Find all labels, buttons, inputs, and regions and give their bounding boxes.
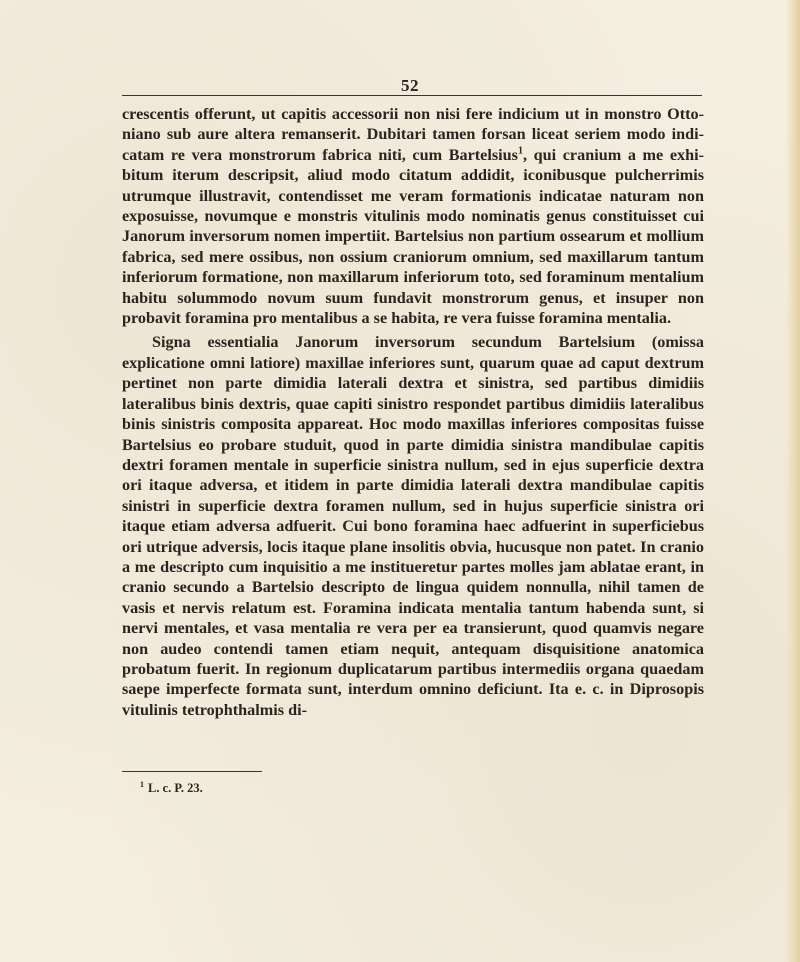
paragraph-1-text-end: , qui cranium a me exhibitum iterum descripsit, aliud modo citatum addidit, iconibusque pulcherrimis utrumque illustravit, contendisset me veram formationis indicatae naturam non exposuisse, novumque e monstris vitulinis modo nominatis genus constituisset cui Janorum inversorum nomen impertiit. Bartelsius non partium ossearum et mollium fabrica, sed mere ossibus, non ossium craniorum omnium, sed maxillarum tantum inferiorum formatione, non maxillarum inferiorum toto, sed foraminum mentalium habitu solummodo novum suum fundavit monstrorum genus, et insuper non probavit foramina pro mentalibus a se habita, re vera fuisse foramina mentalia. [122, 145, 704, 328]
header-rule [122, 95, 702, 96]
footnote [140, 781, 203, 796]
footnote-reference[interactable]: 1 [517, 145, 523, 157]
paragraph-2: Signa essentialia Janorum inversorum secundum Bartelsium (omissa explicatione omni latiore) maxillae inferiores sunt, quarum quae ad caput dextrum pertinet non parte dimidia laterali dextra et sinistra, sed partibus dimidiis lateralibus binis dextris, quae capiti sinistro respondet partibus dimidiis lateralibus binis sinistris composita appareat. Hoc modo maxillas inferiores compositas fuisse Bartelsius eo probare studuit, quod in parte dimidia sinistra mandibulae capitis dextri foramen mentale in superficie sinistra nullum, sed in ejus superficie dextra ori itaque adversa, et itidem in parte dimidia laterali dextra mandibulae capitis sinistri in superficie dextra foramen nullum, sed in hujus superficie sinistra ori itaque etiam adversa adfuerit. Cui bono foramina haec adfuerint in superficiebus ori utrique adversis, locis itaque plane insolitis obvia, hucusque non patet. In cranio a me descripto cum inquisitio a me institueretur partes molles jam ablatae erant, in cranio secundo a Bartelsio descripto de lingua quidem nonnulla, nihil tamen de vasis et nervis relatum est. Foramina indicata mentalia tantum habenda sunt, si nervi mentales, et vasa mentalia re vera per ea transierunt, quod quamvis negare non audeo contendi tamen etiam nequit, antequam disquisitione anatomica probatum fuerit. In regionum duplicatarum partibus intermediis organa quaedam saepe imperfecte formata sunt, interdum omnino deficiunt. Ita e. c. in Diprosopis vitulinis tetrophthalmis di- [122, 333, 704, 719]
page-edge-shadow [786, 0, 800, 962]
page-number: 52 [401, 76, 419, 95]
body-text [122, 104, 704, 720]
paragraph-1-text-start: crescentis offerunt, ut capitis accessorii non nisi fere indicium ut in monstro Ottoniano sub aure altera remanserit. Dubitari tamen forsan liceat seriem modo indicatam re vera monstrorum fabrica niti, cum Bartelsius [122, 105, 704, 164]
paragraph-1 [122, 104, 704, 328]
footnote-rule [122, 771, 262, 772]
footnote-text: L. c. P. 23. [148, 781, 203, 795]
footnote-marker: 1 [140, 779, 144, 789]
